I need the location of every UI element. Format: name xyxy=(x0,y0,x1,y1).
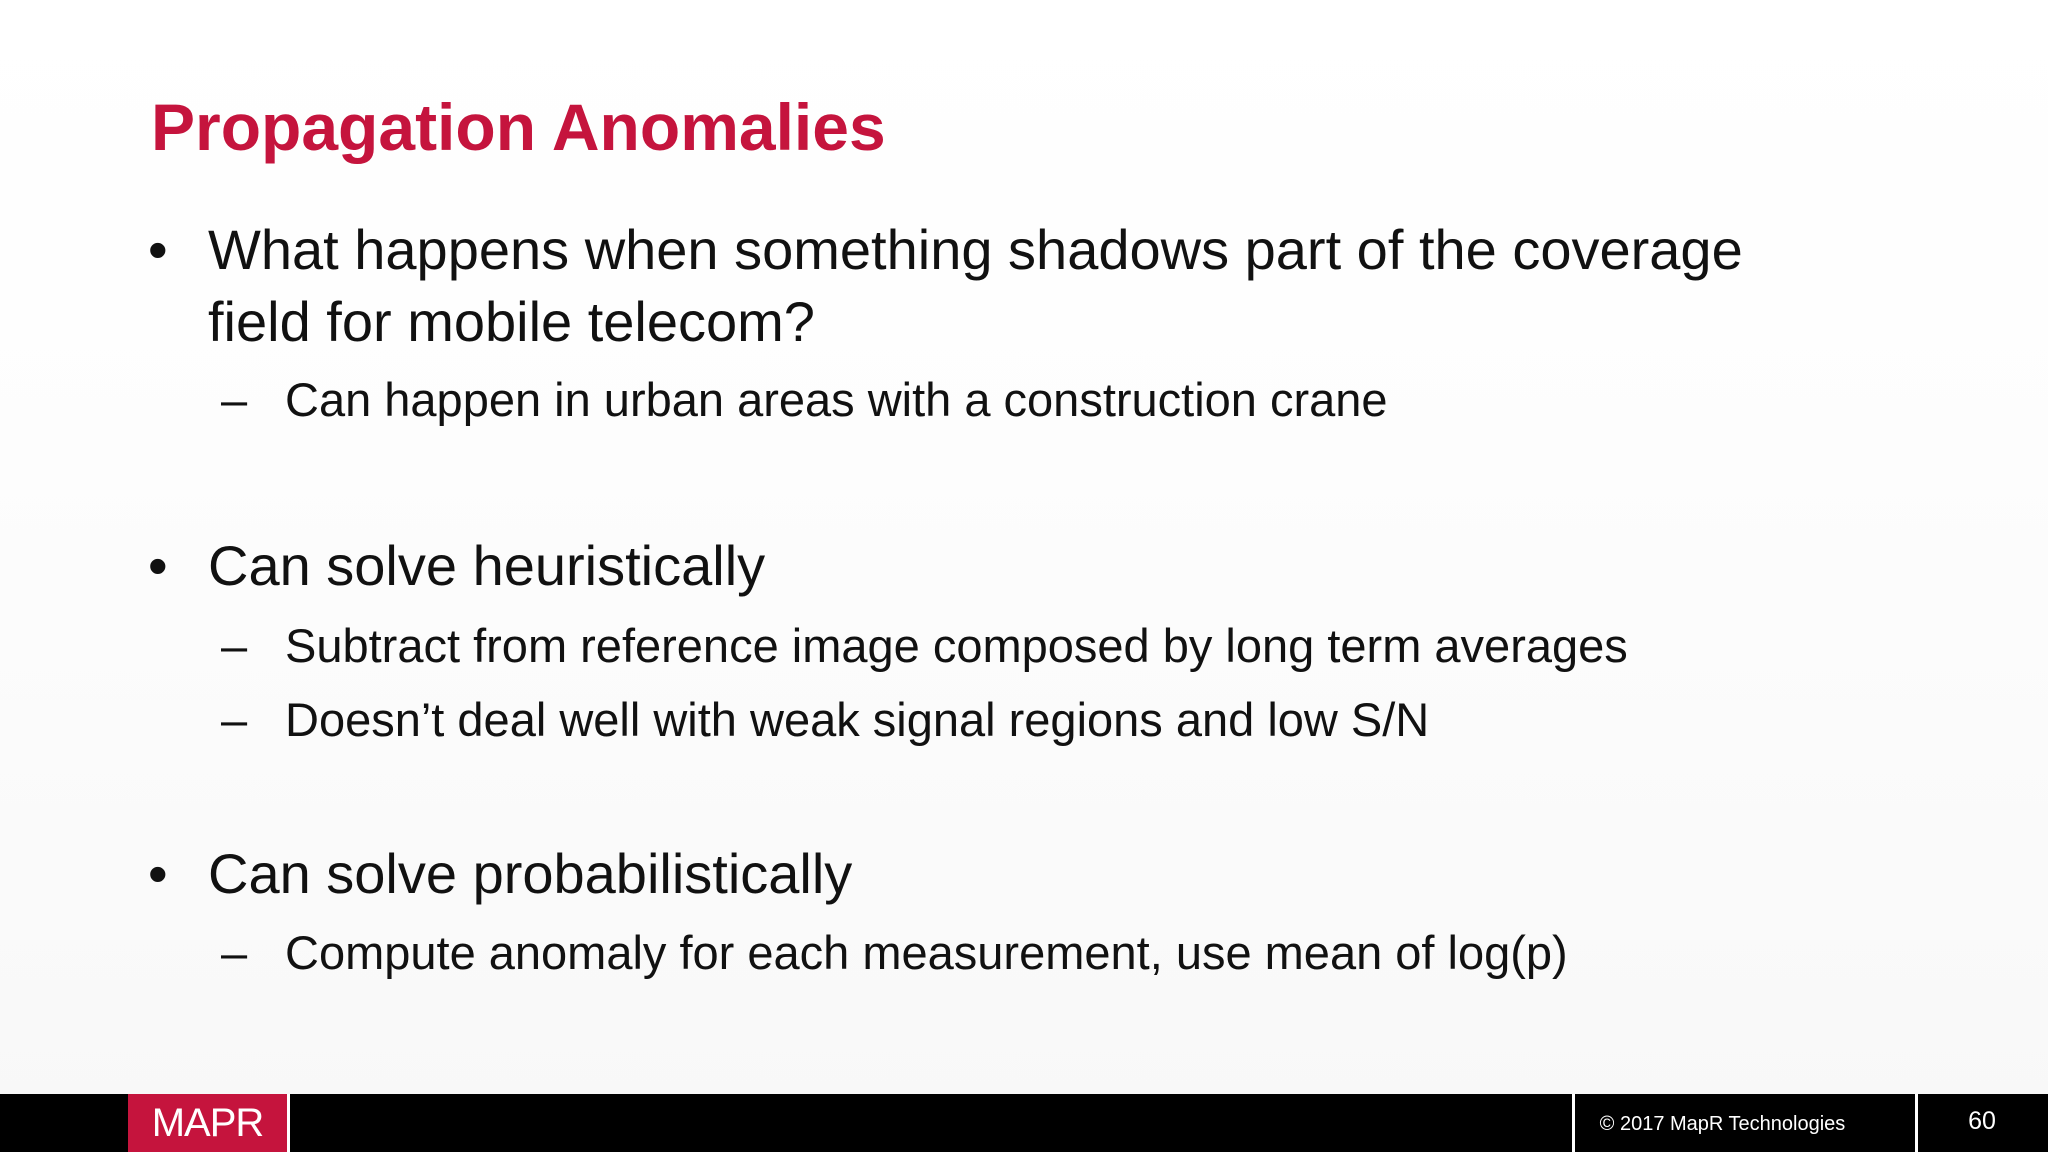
bullet-marker: • xyxy=(148,218,168,281)
bullet-text-line: Can solve probabilistically xyxy=(208,842,853,905)
copyright-text: © 2017 MapR Technologies xyxy=(1599,1113,1846,1135)
bullet-text-line: What happens when something shadows part of the coverage xyxy=(208,218,1743,281)
bullet-text-line: Can solve heuristically xyxy=(208,534,766,597)
sub-bullet-text: Subtract from reference image composed by long term averages xyxy=(285,619,1628,672)
bullet-text-line: field for mobile telecom? xyxy=(208,290,815,353)
sub-bullet-text: Compute anomaly for each measurement, use mean of log(p) xyxy=(285,926,1568,979)
bullet-marker: • xyxy=(148,534,168,597)
sub-bullet-marker: – xyxy=(221,693,248,746)
footer-divider xyxy=(1915,1094,1918,1152)
sub-bullet-marker: – xyxy=(221,373,248,426)
page-number: 60 xyxy=(1968,1107,1996,1135)
mapr-logo xyxy=(128,1094,290,1152)
slide-title: Propagation Anomalies xyxy=(151,90,886,164)
bullet-marker: • xyxy=(148,842,168,905)
sub-bullet-text: Doesn’t deal well with weak signal regions and low S/N xyxy=(285,693,1430,746)
sub-bullet-text: Can happen in urban areas with a construction crane xyxy=(285,373,1388,426)
sub-bullet-marker: – xyxy=(221,619,248,672)
footer-divider xyxy=(1572,1094,1575,1152)
logo-text: MAPR xyxy=(151,1100,264,1145)
sub-bullet-marker: – xyxy=(221,926,248,979)
